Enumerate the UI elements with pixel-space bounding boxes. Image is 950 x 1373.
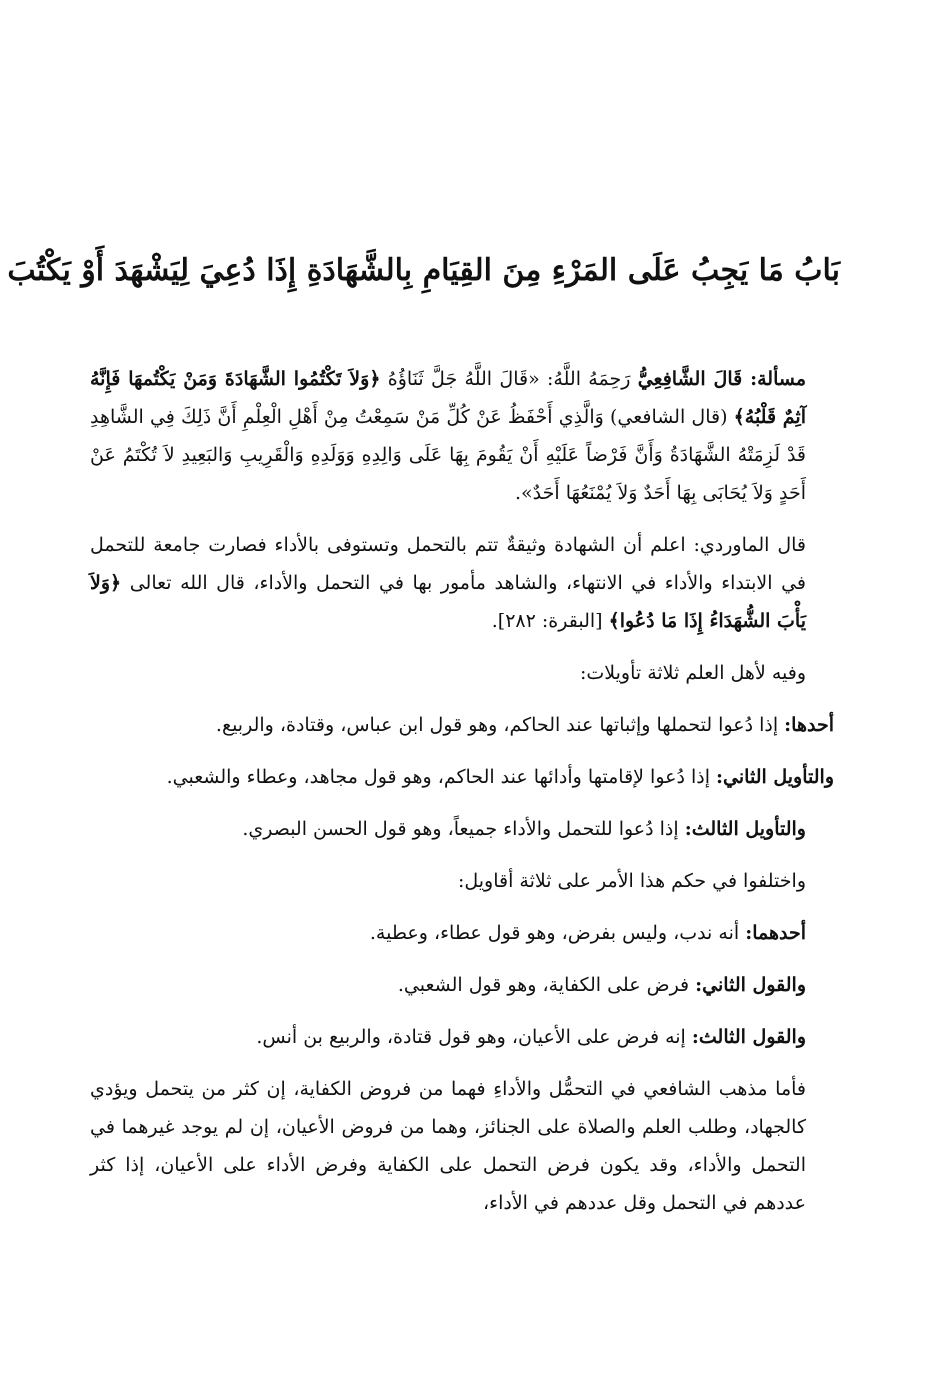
mawardi-text-1: قال الماوردي: اعلم أن الشهادة وثيقةٌ تتم بالتحمل وتستوفى بالأداء فصارت جامعة للتحمل في الابتداء والأداء في الانتهاء، والشاهد مأمور بها في التحمل والأداء، قال الله تعالى xyxy=(90,534,806,594)
mawardi-paragraph xyxy=(90,526,834,640)
ruling-3 xyxy=(90,1018,834,1056)
body-text xyxy=(90,360,834,1222)
rulings-intro: واختلفوا في حكم هذا الأمر على ثلاثة أقاويل: xyxy=(457,870,806,892)
chapter-title: بَابُ مَا يَجِبُ عَلَى المَرْءِ مِنَ القِيَامِ بِالشَّهَادَةِ إِذَا دُعِيَ لِيَشْهَدَ أَوْ يَكْتُبَ xyxy=(7,253,840,288)
interpretation-2-text: إذا دُعوا لإقامتها وأدائها عند الحاكم، وهو قول مجاهد، وعطاء والشعبي. xyxy=(166,766,717,788)
masala-lead: مسألة: قَالَ الشَّافِعِيُّ xyxy=(637,368,807,390)
ruling-2-lead: والقول الثاني: xyxy=(695,974,806,996)
interpretation-1 xyxy=(90,706,834,744)
masala-text-2: (قال الشافعي) وَالَّذِي أَحْفَظُ عَنْ كُلِّ مَنْ سَمِعْتُ مِنْ أَهْلِ الْعِلْمِ أَنَّ ذَلِكَ فِي الشَّاهِدِ قَدْ لَزِمَتْهُ الشَّهَادَةُ وَأَنَّ فَرْضاً عَلَيْهِ أَنْ يَقُومَ بِهَا عَلَى وَالِدِهِ وَوَلَدِهِ وَالْقَرِيبِ وَالبَعِيدِ لاَ تُكْتَمُ عَنْ أَحَدٍ وَلاَ يُحَابَى بِهَا أَحَدٌ وَلاَ يُمْنَعُهَا أَحَدٌ». xyxy=(90,406,806,504)
interpretations-intro: وفيه لأهل العلم ثلاثة تأويلات: xyxy=(579,662,806,684)
ruling-2-text: فرض على الكفاية، وهو قول الشعبي. xyxy=(397,974,696,996)
mawardi-text-2: [البقرة: ٢٨٢]. xyxy=(491,610,609,632)
ruling-3-text: إنه فرض على الأعيان، وهو قول قتادة، والربيع بن أنس. xyxy=(256,1026,692,1048)
ruling-1-text: أنه ندب، وليس بفرض، وهو قول عطاء، وعطية. xyxy=(369,922,746,944)
masala-paragraph xyxy=(90,360,834,512)
madhhab-paragraph: فأما مذهب الشافعي في التحمُّل والأداءِ فهما من فروض الكفاية، إن كثر من يتحمل ويؤدي كالجهاد، وطلب العلم والصلاة على الجنائز، وهما من فروض الأعيان، إن لم يوجد غيرهما في التحمل والأداء، وقد يكون فرض التحمل على الكفاية وفرض الأداء على الأعيان، إذا كثر عددهم في التحمل وقل عددهم في الأداء، xyxy=(90,1078,806,1214)
interpretation-3-lead: والتأويل الثالث: xyxy=(684,818,806,840)
quran-verse: ﴿وَلاَ تَكْتُمُوا الشَّهَادَةَ وَمَنْ يَكْتُمهَا فَإِنَّهُ آثِمٌ قَلْبُهُ﴾ xyxy=(90,368,806,428)
interpretation-1-lead: أحدها: xyxy=(784,714,834,736)
masala-text-1: رَحِمَهُ اللَّهُ: «قَالَ اللَّهُ جَلَّ ثَنَاؤُهُ xyxy=(380,368,638,390)
interpretation-2-lead: والتأويل الثاني: xyxy=(716,766,834,788)
ruling-1 xyxy=(90,914,834,952)
ruling-1-lead: أحدهما: xyxy=(745,922,806,944)
interpretation-3-text: إذا دُعوا للتحمل والأداء جميعاً، وهو قول الحسن البصري. xyxy=(242,818,685,840)
ruling-2 xyxy=(90,966,834,1004)
interpretation-1-text: إذا دُعوا لتحملها وإثباتها عند الحاكم، وهو قول ابن عباس، وقتادة، والربيع. xyxy=(215,714,785,736)
ruling-3-lead: والقول الثالث: xyxy=(691,1026,806,1048)
interpretation-3 xyxy=(90,810,834,848)
quran-verse-2: ﴿وَلاَ يَأْبَ الشُّهَدَاءُ إِذَا مَا دُعُوا﴾ xyxy=(90,572,806,632)
interpretation-2 xyxy=(90,758,834,796)
